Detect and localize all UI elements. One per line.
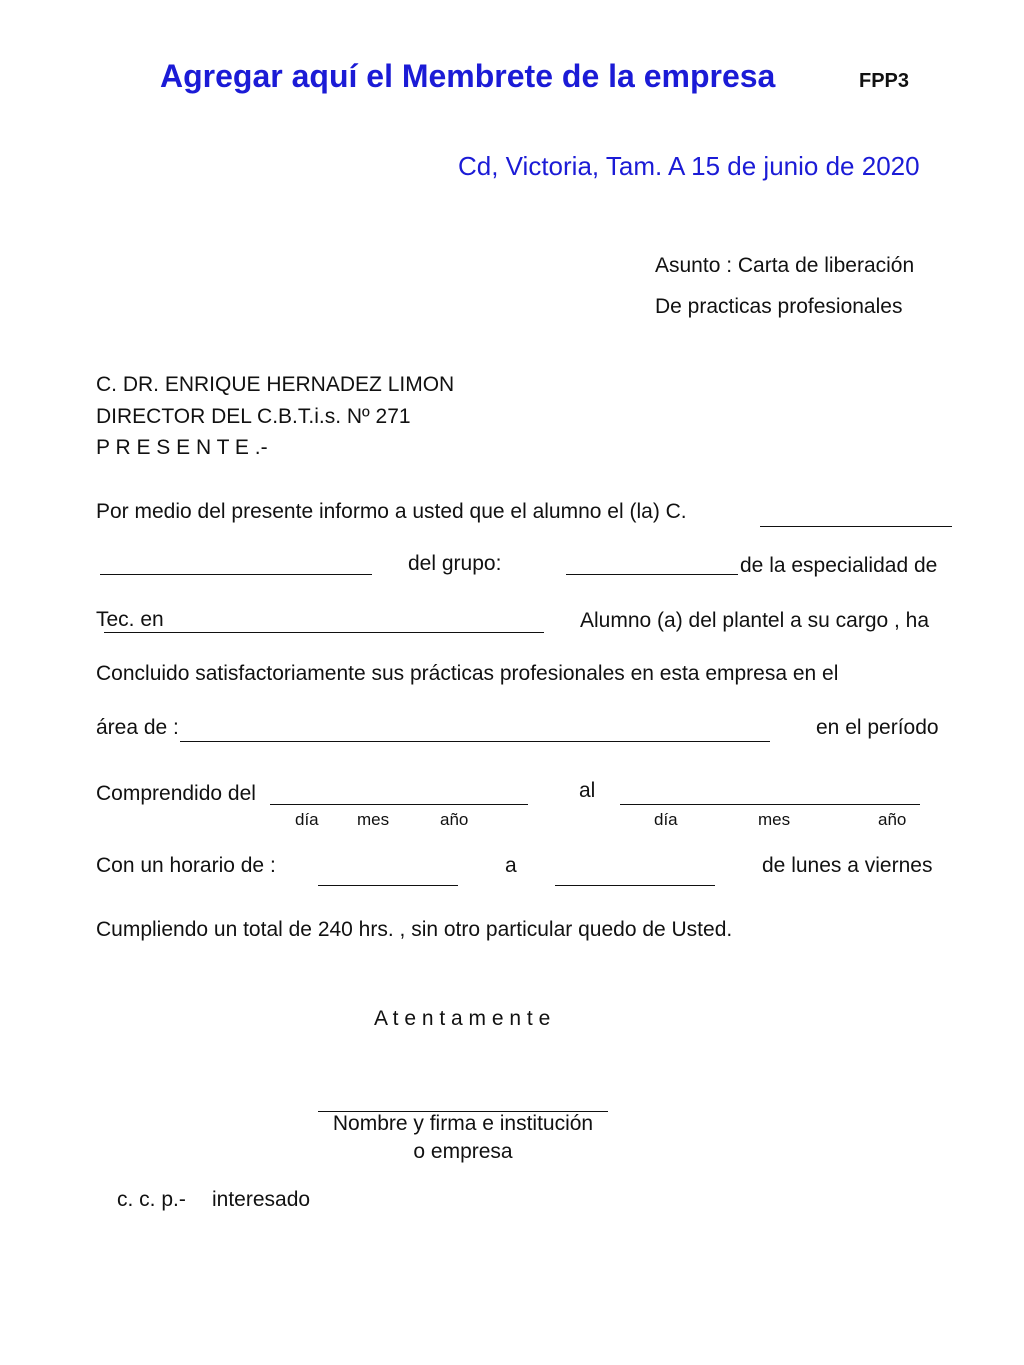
letterhead-title: Agregar aquí el Membrete de la empresa xyxy=(160,58,776,94)
comprised-label: Comprendido del xyxy=(96,782,256,805)
area-blank[interactable] xyxy=(180,741,770,742)
schedule-label: Con un horario de : xyxy=(96,854,276,877)
to-label: al xyxy=(579,779,596,802)
form-code: FPP3 xyxy=(859,70,910,92)
cc-value: interesado xyxy=(212,1188,311,1211)
start-year-label: año xyxy=(440,810,469,829)
period-label: en el período xyxy=(816,716,939,739)
body-intro: Por medio del presente informo a usted que el alumno el (la) C. xyxy=(96,500,687,523)
end-year-label: año xyxy=(878,810,907,829)
schedule-start-blank[interactable] xyxy=(318,885,458,886)
plantel-text: Alumno (a) del plantel a su cargo , ha xyxy=(580,609,930,632)
start-day-label: día xyxy=(295,810,319,829)
recipient-greeting: P R E S E N T E .- xyxy=(96,436,268,459)
specialty-blank[interactable] xyxy=(104,632,544,633)
schedule-to-label: a xyxy=(505,854,517,877)
subject-line-2: De practicas profesionales xyxy=(655,295,903,318)
student-name-blank[interactable] xyxy=(760,526,952,527)
place-date: Cd, Victoria, Tam. A 15 de junio de 2020 xyxy=(458,151,920,181)
student-name-blank-2[interactable] xyxy=(100,574,372,575)
signature-label-1: Nombre y firma e institución xyxy=(332,1112,594,1135)
specialty-label: de la especialidad de xyxy=(740,554,938,577)
end-month-label: mes xyxy=(758,810,791,829)
schedule-days: de lunes a viernes xyxy=(762,854,933,877)
recipient-name: C. DR. ENRIQUE HERNADEZ LIMON xyxy=(96,373,455,396)
end-date-blank[interactable] xyxy=(620,804,920,805)
end-day-label: día xyxy=(654,810,678,829)
total-text: Cumpliendo un total de 240 hrs. , sin otro particular quedo de Usted. xyxy=(96,918,733,941)
tec-label: Tec. en xyxy=(96,608,164,631)
concluded-text: Concluido satisfactoriamente sus prácticas profesionales en esta empresa en el xyxy=(96,662,839,685)
subject-line-1: Asunto : Carta de liberación xyxy=(655,254,915,277)
group-blank[interactable] xyxy=(566,574,738,575)
regards: A t e n t a m e n t e xyxy=(374,1007,551,1030)
area-label: área de : xyxy=(96,716,179,739)
cc-label: c. c. p.- xyxy=(117,1188,186,1211)
signature-label-2: o empresa xyxy=(413,1140,513,1163)
schedule-end-blank[interactable] xyxy=(555,885,715,886)
start-date-blank[interactable] xyxy=(270,804,528,805)
start-month-label: mes xyxy=(357,810,390,829)
recipient-position: DIRECTOR DEL C.B.T.i.s. Nº 271 xyxy=(96,405,411,428)
group-label: del grupo: xyxy=(408,552,502,575)
